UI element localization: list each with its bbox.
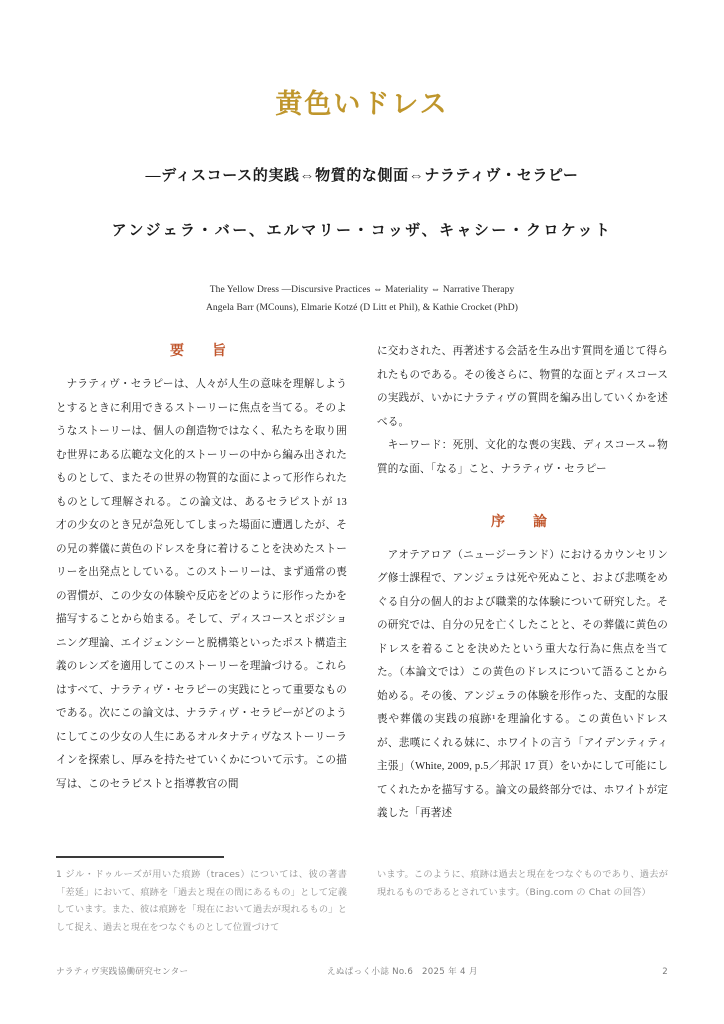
footnote-separator-rule xyxy=(56,856,224,858)
footer-publication-info: えぬぱっく小誌 No.6 2025 年 4 月 xyxy=(326,967,478,977)
document-subtitle: ―ディスコース的実践⇔物質的な側面⇔ナラティヴ・セラピー xyxy=(145,168,579,185)
footnote-column-left xyxy=(56,856,347,937)
page-title: 黄色いドレス xyxy=(275,89,449,119)
footer-organization: ナラティヴ実践協働研究センター xyxy=(56,967,189,977)
abstract-paragraph: ナラティヴ・セラピーは、人々が人生の意味を理解しようとするときに利用できるストーリーに焦点を当てる。そのようなストーリーは、個人の創造物ではなく、私たちを取り囲む世界にある広範な文化的ストーリーの中から編み出されたものとして、またその世界の物質的な面によって形作られたものとして理解される。この論文は、あるセラピストが 13 才の少女のとき兄が急死してしまった場面に遭遇したが、その兄の葬儀に黄色のドレスを身に着けることを決めたストーリーを出発点としている。このストーリーは、まず通常の喪の習慣が、この少女の体験や反応をどのように形作ったかを描写することから始まる。そして、ディスコースとポジショニング理論、エイジェンシーと脱構築といったポスト構造主義のレンズを適用してこのストーリーを理論づける。これらはすべて、ナラティヴ・セラピーの実践にとって重要なものである。次にこの論文は、ナラティヴ・セラピーがどのようにしてこの少女の人生にあるオルタナティヴなストーリーラインを探索し、厚みを持たせていくかについて示す。この描写は、このセラピストと指導教官の間 xyxy=(56,379,347,790)
introduction-heading: 序 論 xyxy=(491,514,554,530)
document-authors: アンジェラ・バー、エルマリー・コッザ、キャシー・クロケット xyxy=(111,223,613,240)
footnote-text-left: 1 ジル・ドゥルーズが用いた痕跡（traces）については、彼の著書「差延」において、痕跡を「過去と現在の間にあるもの」として定義しています。また、彼は痕跡を「現在において過去が現れるもの」として捉え、過去と現在をつなぐものとして位置づけて xyxy=(56,868,347,934)
abstract-continuation-paragraph: に交わされた、再著述する会話を生み出す質問を通じて得られたものである。その後さらに、物質的な面とディスコースの実践が、いかにナラティヴの質問を編み出していくかを述べる。 xyxy=(377,346,668,428)
footnote-column-right xyxy=(377,856,668,937)
keywords-paragraph: キーワード：死別、文化的な喪の実践、ディスコース⇔物質的な面、「なる」こと、ナラティヴ・セラピー xyxy=(377,440,668,475)
page-footer xyxy=(56,965,668,977)
english-title: The Yellow Dress —Discursive Practices ⇔ Materiality ⇔ Narrative Therapy xyxy=(209,285,515,296)
column-spacer xyxy=(377,481,668,505)
english-title-block xyxy=(0,282,724,317)
english-authors: Angela Barr (MCouns), Elmarie Kotzé (D Litt et Phil), & Kathie Crocket (PhD) xyxy=(205,302,519,313)
footnote-text-right: います。このように、痕跡は過去と現在をつなぐものであり、過去が現れるものであるとされています。（Bing.com の Chat の回答） xyxy=(377,868,668,898)
left-column xyxy=(56,340,347,826)
abstract-heading: 要 旨 xyxy=(170,344,233,359)
introduction-paragraph: アオテアロア（ニュージーランド）におけるカウンセリング修士課程で、アンジェラは死や死ぬこと、および悲嘆をめぐる自分の個人的および職業的な体験について研究した。その研究では、自分の兄を亡くしたことと、その葬儀に黄色のドレスを着ることを決めたという重大な行為に焦点を当てた。（本論文では）この黄色のドレスについて語ることから始める。その後、アンジェラの体験を形作った、支配的な服喪や葬儀の実践の痕跡¹を理論化する。この黄色いドレスが、悲嘆にくれる妹に、ホワイトの言う「アイデンティティ主張」（White, 2009, p.5／邦訳 17 頁）をいかにして可能にしてくれたかを描写する。論文の最終部分では、ホワイトが定義した「再著述 xyxy=(377,549,668,820)
footnote-zone xyxy=(56,856,668,937)
footer-page-number: 2 xyxy=(662,967,668,977)
body-columns xyxy=(56,340,668,826)
right-column xyxy=(377,340,668,826)
title-block xyxy=(0,0,724,318)
